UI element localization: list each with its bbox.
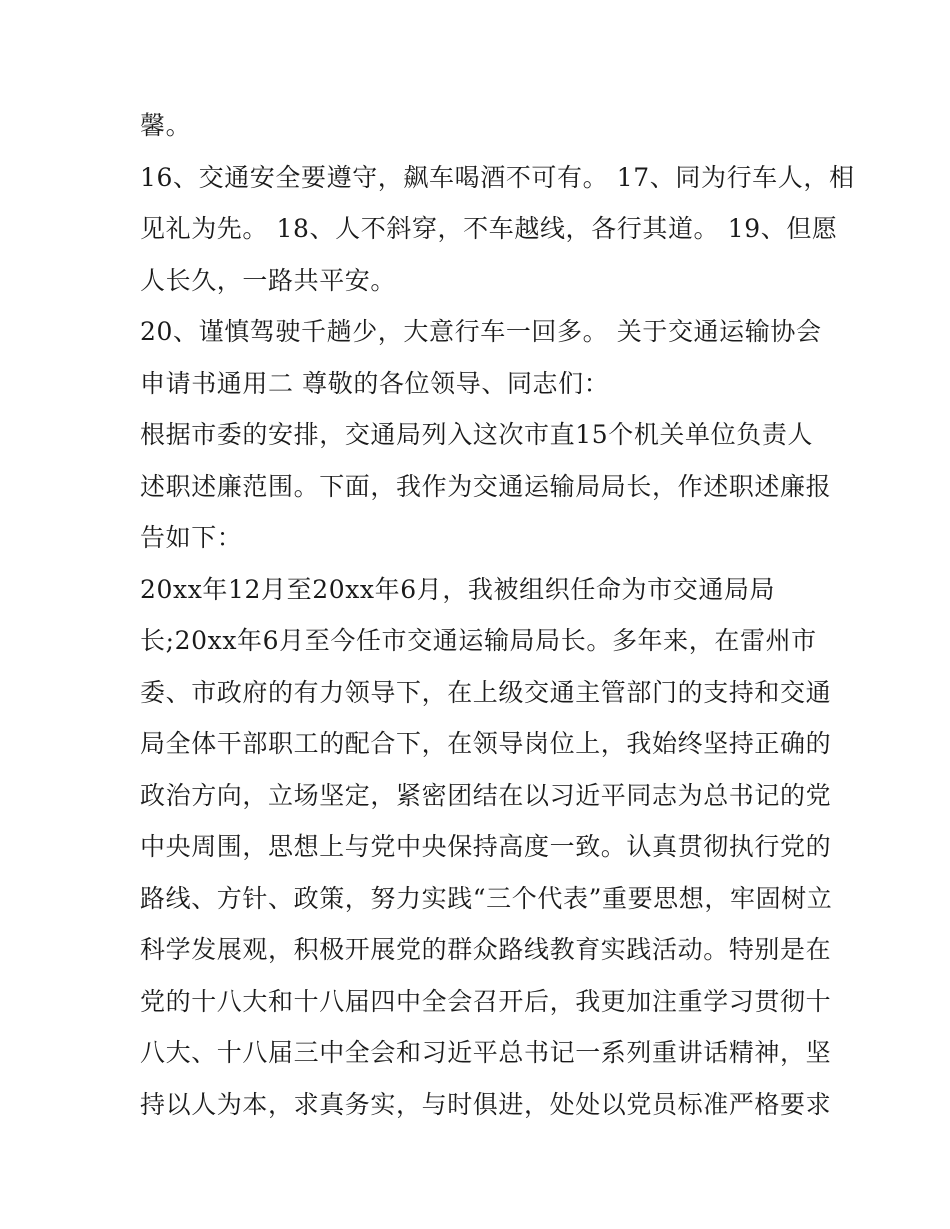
text-line: 局全体干部职工的配合下，在领导岗位上，我始终坚持正确的	[140, 729, 832, 758]
text-line: 16、交通安全要遵守，飙车喝酒不可有。 17、同为行车人，相	[140, 162, 855, 192]
text-line: 人长久，一路共平安。	[140, 265, 397, 295]
text-line: 中央周围，思想上与党中央保持高度一致。认真贯彻执行党的	[140, 832, 832, 861]
text-line: 政治方向，立场坚定，紧密团结在以习近平同志为总书记的党	[140, 780, 832, 810]
text-line: 申请书通用二 尊敬的各位领导、同志们：	[140, 368, 610, 398]
text-line: 见礼为先。 18、人不斜穿，不车越线，各行其道。 19、但愿	[140, 214, 838, 243]
text-line: 根据市委的安排，交通局列入这次市直15个机关单位负责人	[140, 420, 814, 449]
document-body	[140, 100, 855, 1130]
text-line: 路线、方针、政策，努力实践“三个代表”重要思想，牢固树立	[140, 883, 833, 913]
text-line: 馨。	[140, 111, 192, 140]
text-line: 委、市政府的有力领导下，在上级交通主管部门的支持和交通	[140, 677, 832, 707]
text-line: 持以人为本，求真务实，与时俱进，处处以党员标准严格要求	[140, 1089, 832, 1119]
text-line: 告如下：	[140, 523, 243, 552]
text-line: 科学发展观，积极开展党的群众路线教育实践活动。特别是在	[140, 935, 832, 964]
text-line: 党的十八大和十八届四中全会召开后，我更加注重学习贯彻十	[140, 986, 832, 1016]
text-line: 20xx年12月至20xx年6月，我被组织任命为市交通局局	[140, 574, 776, 604]
text-line: 述职述廉范围。下面，我作为交通运输局局长，作述职述廉报	[140, 471, 832, 501]
text-line: 20、谨慎驾驶千趟少，大意行车一回多。 关于交通运输协会	[140, 317, 822, 346]
text-line: 长;20xx年6月至今任市交通运输局局长。多年来，在雷州市	[140, 626, 817, 655]
text-line: 八大、十八届三中全会和习近平总书记一系列重讲话精神，坚	[140, 1038, 832, 1067]
